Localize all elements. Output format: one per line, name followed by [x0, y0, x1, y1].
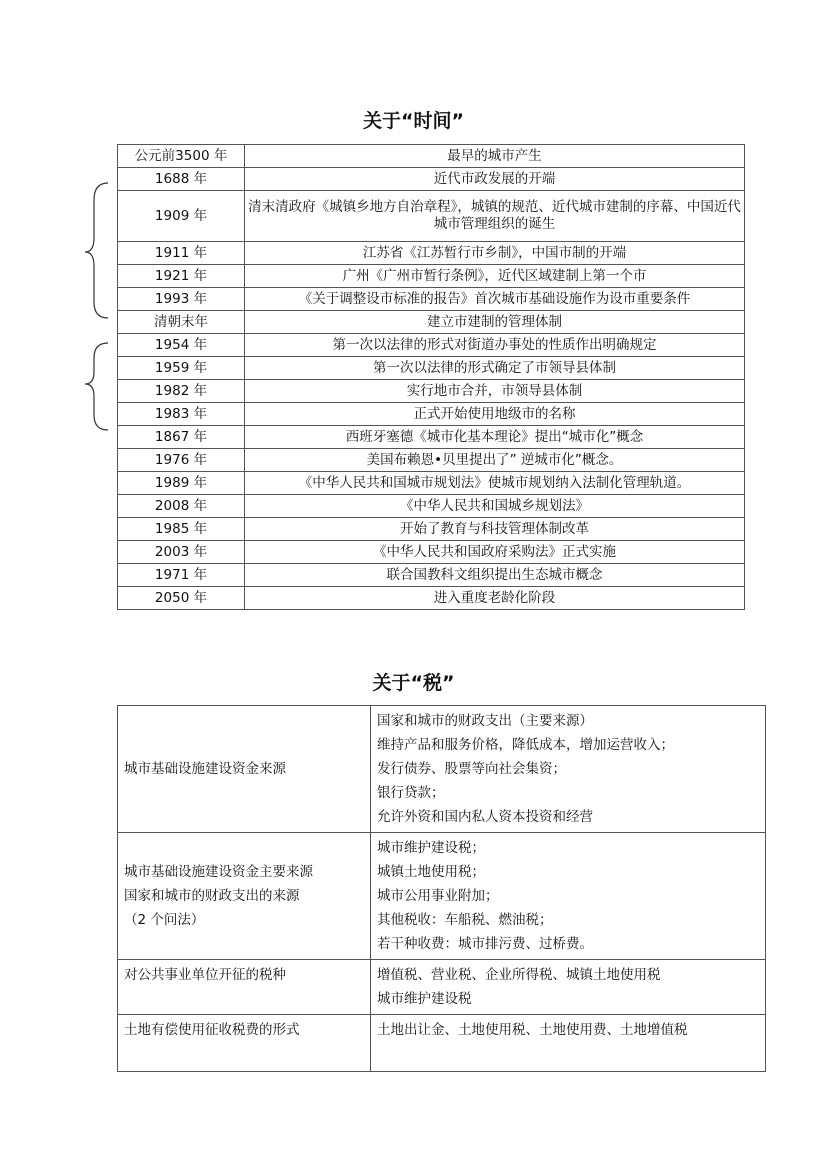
time-event-cell: 《中华人民共和国城乡规划法》 [245, 495, 745, 518]
time-year-cell: 1921 年 [118, 265, 245, 288]
time-event-cell: 《中华人民共和国政府采购法》正式实施 [245, 541, 745, 564]
time-year-cell: 清朝末年 [118, 311, 245, 334]
time-row [118, 288, 745, 311]
time-row [118, 495, 745, 518]
time-row [118, 564, 745, 587]
tax-detail-cell [371, 1015, 766, 1072]
time-event-cell: 进入重度老龄化阶段 [245, 587, 745, 610]
time-year-cell: 2008 年 [118, 495, 245, 518]
tax-detail-line: 发行债券、股票等向社会集资； [377, 761, 566, 777]
time-row [118, 242, 745, 265]
time-row [118, 472, 745, 495]
time-event-cell: 建立市建制的管理体制 [245, 311, 745, 334]
time-section-title: 关于“时间” [363, 110, 464, 132]
time-event-cell: 近代市政发展的开端 [245, 168, 745, 191]
tax-detail-cell [371, 960, 766, 1015]
time-year-cell: 1982 年 [118, 380, 245, 403]
tax-detail-line: 城市维护建设税 [377, 991, 472, 1007]
time-event-cell: 最早的城市产生 [245, 145, 745, 168]
tax-table [117, 705, 766, 1072]
time-event-cell: 实行地市合并，市领导县体制 [245, 380, 745, 403]
time-year-cell: 1983 年 [118, 403, 245, 426]
tax-detail-line: 土地出让金、土地使用税、土地使用费、土地增值税 [377, 1022, 688, 1038]
brace-2 [85, 343, 108, 430]
time-row [118, 191, 745, 242]
time-row [118, 426, 745, 449]
tax-detail-line: 城镇土地使用税； [377, 864, 485, 880]
tax-row [118, 960, 766, 1015]
time-event-cell: 联合国教科文组织提出生态城市概念 [245, 564, 745, 587]
time-event-cell: 清末清政府《城镇乡地方自治章程》，城镇的规范、近代城市建制的序幕、中国近代城市管理组织的诞生 [245, 191, 745, 242]
tax-item-line: （2 个问法） [124, 912, 205, 928]
time-year-cell: 2003 年 [118, 541, 245, 564]
time-year-cell: 1989 年 [118, 472, 245, 495]
time-year-cell: 1867 年 [118, 426, 245, 449]
tax-item-line: 城市基础设施建设资金主要来源 [124, 864, 313, 880]
time-row [118, 518, 745, 541]
tax-detail-cell [371, 706, 766, 833]
time-event-cell: 开始了教育与科技管理体制改革 [245, 518, 745, 541]
time-row [118, 380, 745, 403]
time-event-cell: 第一次以法律的形式对街道办事处的性质作出明确规定 [245, 334, 745, 357]
tax-item-line: 国家和城市的财政支出的来源 [124, 888, 300, 904]
tax-detail-line: 允许外资和国内私人资本投资和经营 [377, 809, 593, 825]
time-row [118, 587, 745, 610]
time-year-cell: 1911 年 [118, 242, 245, 265]
tax-item-line: 城市基础设施建设资金来源 [124, 761, 286, 777]
time-row [118, 168, 745, 191]
tax-detail-line: 维持产品和服务价格，降低成本，增加运营收入； [377, 737, 674, 753]
tax-detail-line: 增值税、营业税、企业所得税、城镇土地使用税 [377, 967, 661, 983]
tax-item-line: 对公共事业单位开征的税种 [124, 967, 286, 983]
tax-section-title: 关于“税” [372, 672, 455, 694]
time-event-cell: 第一次以法律的形式确定了市领导县体制 [245, 357, 745, 380]
time-year-cell: 1971 年 [118, 564, 245, 587]
tax-detail-line: 城市维护建设税； [377, 840, 485, 856]
time-row [118, 403, 745, 426]
tax-row [118, 833, 766, 960]
tax-detail-line: 国家和城市的财政支出（主要来源） [377, 713, 593, 729]
tax-detail-line: 城市公用事业附加； [377, 888, 499, 904]
time-table [117, 144, 745, 610]
tax-item-cell [118, 833, 371, 960]
time-row [118, 357, 745, 380]
time-event-cell: 《中华人民共和国城市规划法》使城市规划纳入法制化管理轨道。 [245, 472, 745, 495]
time-year-cell: 1985 年 [118, 518, 245, 541]
time-event-cell: 《关于调整设市标准的报告》首次城市基础设施作为设市重要条件 [245, 288, 745, 311]
time-event-cell: 广州《广州市暂行条例》，近代区域建制上第一个市 [245, 265, 745, 288]
tax-item-cell [118, 960, 371, 1015]
brace-annotations [80, 0, 120, 500]
tax-detail-line: 其他税收：车船税、燃油税； [377, 912, 553, 928]
time-row [118, 449, 745, 472]
time-year-cell: 1976 年 [118, 449, 245, 472]
time-year-cell: 1993 年 [118, 288, 245, 311]
time-row [118, 265, 745, 288]
time-year-cell: 公元前3500 年 [118, 145, 245, 168]
time-year-cell: 1909 年 [118, 191, 245, 242]
time-year-cell: 2050 年 [118, 587, 245, 610]
time-year-cell: 1954 年 [118, 334, 245, 357]
time-row [118, 541, 745, 564]
time-year-cell: 1688 年 [118, 168, 245, 191]
tax-item-line: 土地有偿使用征收税费的形式 [124, 1022, 300, 1038]
tax-item-cell [118, 706, 371, 833]
time-row [118, 334, 745, 357]
tax-detail-line: 若干种收费：城市排污费、过桥费。 [377, 936, 593, 952]
time-row [118, 311, 745, 334]
tax-row [118, 706, 766, 833]
brace-1 [85, 183, 108, 318]
time-event-cell: 正式开始使用地级市的名称 [245, 403, 745, 426]
time-event-cell: 美国布赖恩•贝里提出了” 逆城市化”概念。 [245, 449, 745, 472]
tax-row [118, 1015, 766, 1072]
tax-item-cell [118, 1015, 371, 1072]
tax-detail-line: 银行贷款； [377, 785, 445, 801]
time-event-cell: 江苏省《江苏暂行市乡制》，中国市制的开端 [245, 242, 745, 265]
time-event-cell: 西班牙塞德《城市化基本理论》提出“城市化”概念 [245, 426, 745, 449]
tax-detail-cell [371, 833, 766, 960]
time-row [118, 145, 745, 168]
time-year-cell: 1959 年 [118, 357, 245, 380]
